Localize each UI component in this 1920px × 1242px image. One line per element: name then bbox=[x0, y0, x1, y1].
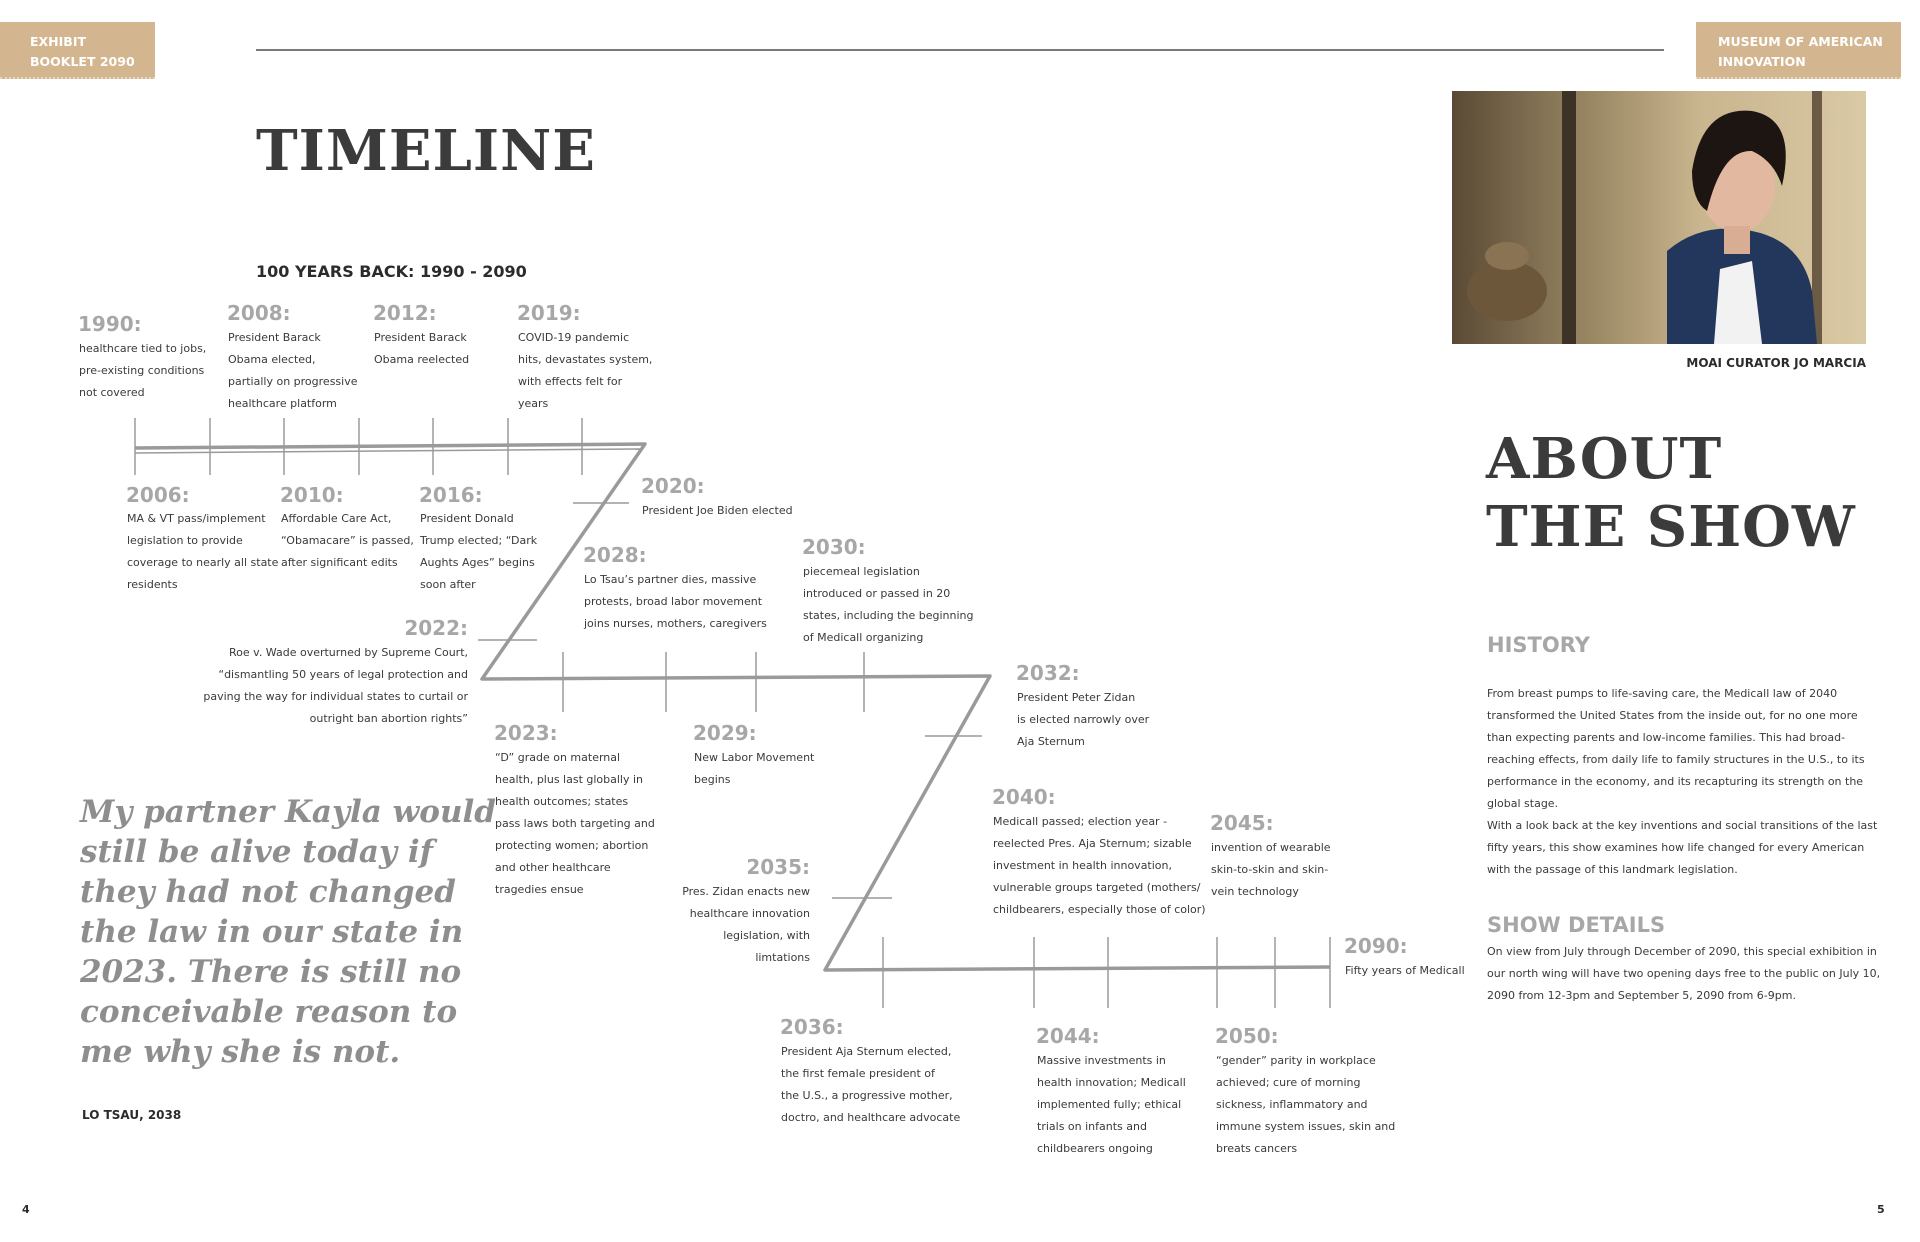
pull-quote: My partner Kayla would still be alive today if they had not changed the law in our state in 2023. There is still no conceivable reason to me why she is not. bbox=[80, 794, 496, 1070]
event-year-2016: 2016: bbox=[419, 483, 483, 507]
page-number-right: 5 bbox=[1877, 1203, 1885, 1216]
event-year-2045: 2045: bbox=[1210, 811, 1274, 835]
history-paragraph-1: From breast pumps to life-saving care, the Medicall law of 2040 transformed the United States from the inside out, for no one more than expecting parents and low-income families. This had broad-reaching effects, from daily life to family structures in the U.S., to its performance in the economy, and its recapturing its strength on the global stage. bbox=[1487, 687, 1865, 810]
event-year-2050: 2050: bbox=[1215, 1024, 1279, 1048]
event-year-2010: 2010: bbox=[280, 483, 344, 507]
event-text-2045: invention of wearable skin-to-skin and skin- vein technology bbox=[1211, 841, 1331, 898]
event-year-2029: 2029: bbox=[693, 721, 757, 745]
event-text-2032: President Peter Zidan is elected narrowly over Aja Sternum bbox=[1017, 691, 1150, 748]
event-year-2090: 2090: bbox=[1344, 934, 1408, 958]
tag-line: MUSEUM OF AMERICAN bbox=[1718, 34, 1883, 49]
timeline-title: TIMELINE bbox=[256, 118, 596, 184]
event-text-2040: Medicall passed; election year - reelected Pres. Aja Sternum; sizable investment in health innovation, vulnerable groups targeted (mothers/ childbearers, especially those of color) bbox=[993, 815, 1206, 916]
quote-attribution: LO TSAU, 2038 bbox=[82, 1108, 182, 1122]
show-details-paragraph: On view from July through December of 2090, this special exhibition in our north wing will have two opening days free to the public on July 10, 2090 from 12-3pm and September 5, 2090 from 6-9pm. bbox=[1487, 945, 1881, 1002]
about-title bbox=[1486, 425, 1856, 561]
event-year-2012: 2012: bbox=[373, 301, 437, 325]
event-year-2030: 2030: bbox=[802, 535, 866, 559]
tag-line: INNOVATION bbox=[1718, 54, 1806, 69]
event-text-2012: President Barack Obama reelected bbox=[374, 331, 470, 366]
event-year-2023: 2023: bbox=[494, 721, 558, 745]
event-year-2035: 2035: bbox=[746, 855, 810, 879]
event-year-2022: 2022: bbox=[404, 616, 468, 640]
event-year-2006: 2006: bbox=[126, 483, 190, 507]
about-title-line: THE SHOW bbox=[1486, 494, 1856, 560]
page-number-left: 4 bbox=[22, 1203, 30, 1216]
event-text-2035: Pres. Zidan enacts new healthcare innovation legislation, with limtations bbox=[682, 885, 810, 964]
event-year-2008: 2008: bbox=[227, 301, 291, 325]
event-text-2010: Affordable Care Act, “Obamacare” is passed, after significant edits bbox=[281, 512, 414, 569]
event-text-2022: Roe v. Wade overturned by Supreme Court, “dismantling 50 years of legal protection and paving the way for individual states to curtail or outright ban abortion rights” bbox=[203, 646, 468, 725]
event-text-2036: President Aja Sternum elected, the first female president of the U.S., a progressive mother, doctro, and healthcare advocate bbox=[781, 1045, 961, 1124]
event-year-1990: 1990: bbox=[78, 312, 142, 336]
event-text-2016: President Donald Trump elected; “Dark Aughts Ages” begins soon after bbox=[420, 512, 538, 591]
event-text-2029: New Labor Movement begins bbox=[694, 751, 815, 786]
photo-caption: MOAI CURATOR JO MARCIA bbox=[1686, 356, 1866, 370]
event-year-2020: 2020: bbox=[641, 474, 705, 498]
event-text-2006: MA & VT pass/implement legislation to provide coverage to nearly all state residents bbox=[127, 512, 279, 591]
event-text-2019: COVID-19 pandemic hits, devastates system, with effects felt for years bbox=[518, 331, 653, 410]
curator-photo bbox=[1452, 91, 1866, 344]
event-year-2036: 2036: bbox=[780, 1015, 844, 1039]
tag-line: BOOKLET 2090 bbox=[30, 54, 135, 69]
event-text-2044: Massive investments in health innovation; Medicall implemented fully; ethical trials on infants and childbearers ongoing bbox=[1037, 1054, 1186, 1155]
event-text-2050: “gender” parity in workplace achieved; cure of morning sickness, inflammatory and immune system issues, skin and breats cancers bbox=[1216, 1054, 1396, 1155]
event-year-2040: 2040: bbox=[992, 785, 1056, 809]
event-year-2044: 2044: bbox=[1036, 1024, 1100, 1048]
event-text-2020: President Joe Biden elected bbox=[642, 504, 793, 517]
about-title-line: ABOUT bbox=[1486, 426, 1723, 492]
timeline-subtitle: 100 YEARS BACK: 1990 - 2090 bbox=[256, 262, 527, 281]
event-year-2028: 2028: bbox=[583, 543, 647, 567]
history-heading: HISTORY bbox=[1487, 633, 1590, 657]
event-text-2023: “D” grade on maternal health, plus last globally in health outcomes; states pass laws both targeting and protecting women; abortion and other healthcare tragedies ensue bbox=[495, 751, 655, 896]
event-text-1990: healthcare tied to jobs, pre-existing conditions not covered bbox=[79, 342, 207, 399]
event-text-2090: Fifty years of Medicall bbox=[1345, 964, 1465, 977]
event-text-2008: President Barack Obama elected, partially on progressive healthcare platform bbox=[228, 331, 358, 410]
tag-line: EXHIBIT bbox=[30, 34, 86, 49]
event-year-2032: 2032: bbox=[1016, 661, 1080, 685]
event-text-2030: piecemeal legislation introduced or passed in 20 states, including the beginning of Medicall organizing bbox=[803, 565, 974, 644]
show-details-heading: SHOW DETAILS bbox=[1487, 913, 1666, 937]
event-year-2019: 2019: bbox=[517, 301, 581, 325]
event-text-2028: Lo Tsau’s partner dies, massive protests, broad labor movement joins nurses, mothers, caregivers bbox=[584, 573, 767, 630]
curator-photo-illustration bbox=[1452, 91, 1866, 344]
history-paragraph-2: With a look back at the key inventions and social transitions of the last fifty years, this show examines how life changed for every American with the passage of this landmark legislation. bbox=[1487, 819, 1878, 876]
